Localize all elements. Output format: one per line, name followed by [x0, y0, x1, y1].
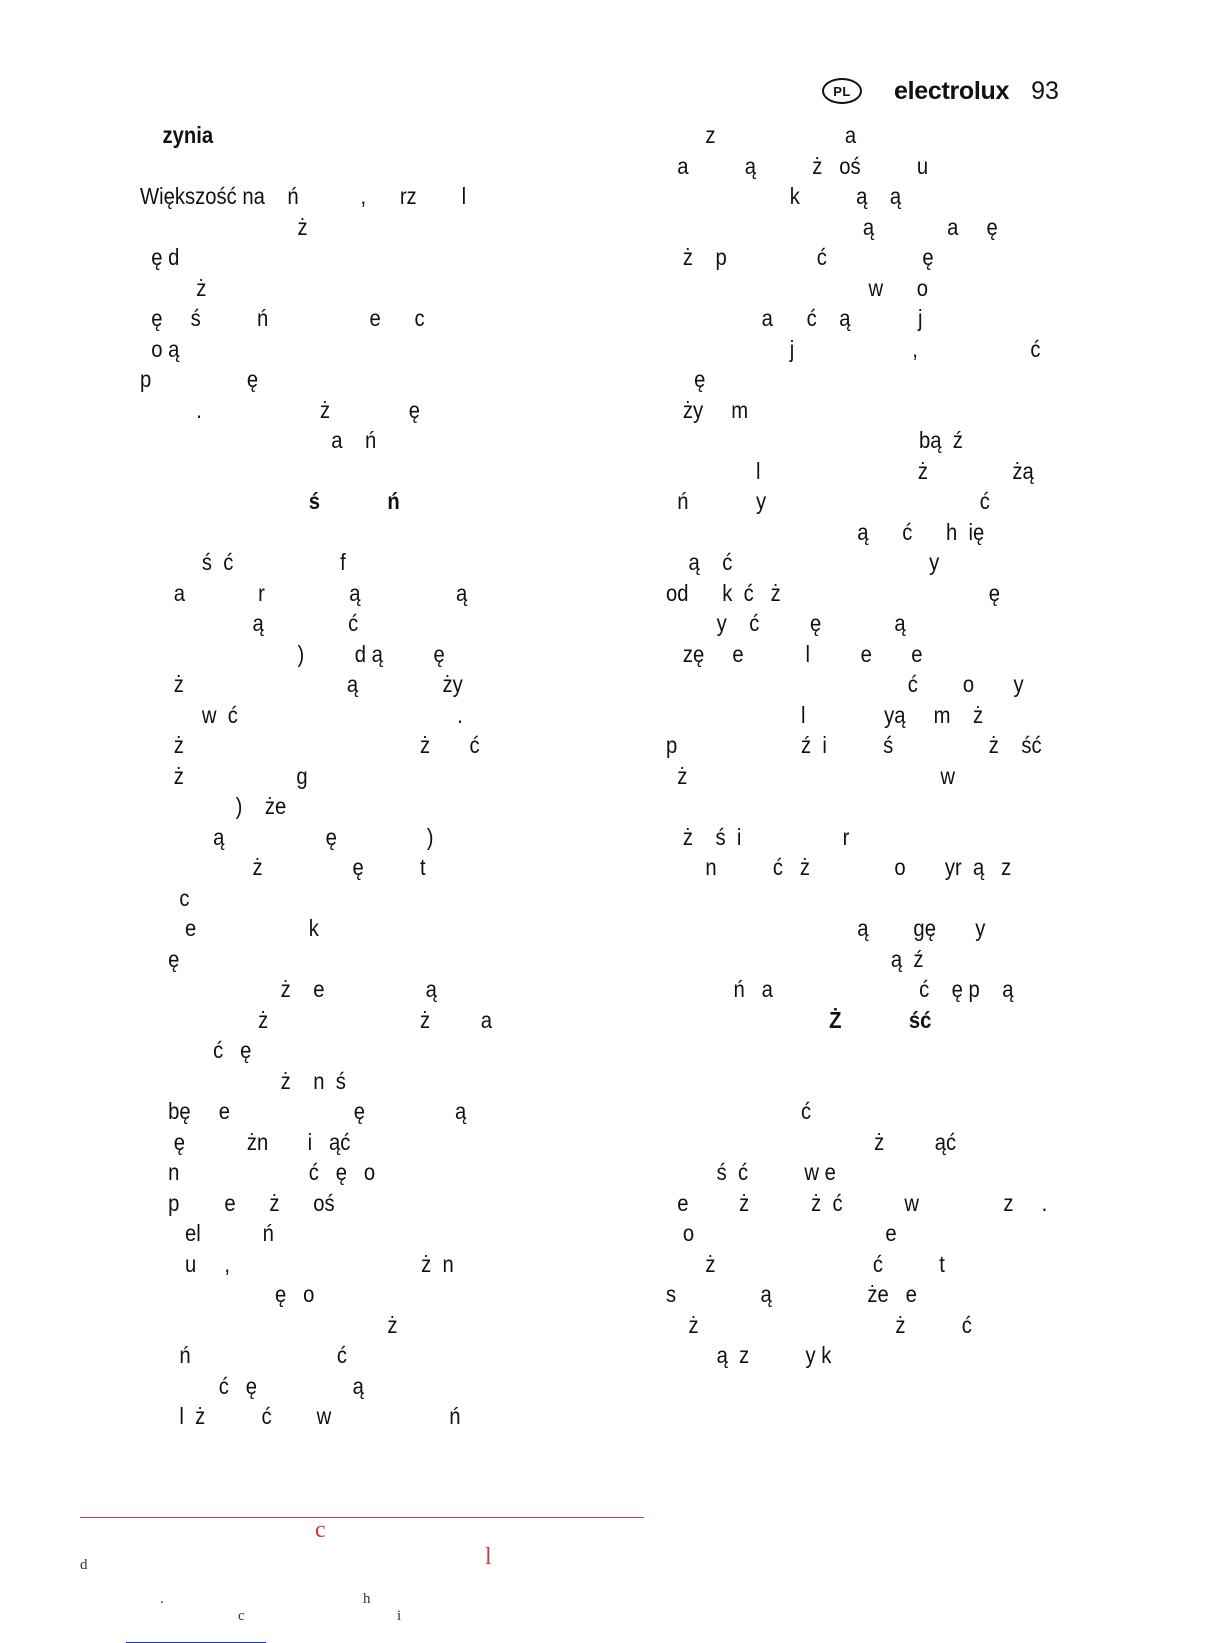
text-line: w ć . [140, 701, 463, 728]
text-line: ć ę ą [140, 1372, 364, 1399]
text-line: ć o y [666, 671, 1024, 697]
footer-source-link[interactable] [126, 1574, 266, 1643]
text-line: ż g [140, 762, 308, 789]
text-line: ę ś ń e c [140, 305, 425, 331]
text-line [140, 456, 554, 487]
text-line: l yą m ż [666, 701, 984, 728]
text-line: o e [666, 1220, 897, 1246]
text-line: ę [140, 945, 180, 972]
text-line: zę e l e e [666, 640, 923, 667]
text-line: j , ć [666, 335, 1041, 362]
footer-red-right-glyph: l [485, 1544, 492, 1570]
text-line: ż ż a [140, 1006, 493, 1033]
section-heading: Ż ść [666, 1006, 932, 1033]
text-line: ą z y k [666, 1342, 832, 1368]
text-line: ż ż ć [140, 732, 480, 758]
text-line: ) d ą ę [140, 640, 445, 667]
section-heading: zynia [140, 122, 214, 148]
text-line: p ę [140, 366, 259, 392]
text-line [666, 791, 1080, 822]
text-line: ę o [140, 1281, 315, 1307]
text-line: Większość na ń , rz l [140, 183, 467, 209]
right-text-column [666, 120, 1136, 1371]
text-line: ż ąć [666, 1128, 957, 1155]
text-line: ą ć y [666, 549, 940, 575]
text-line: e ż ż ć w z . [666, 1189, 1048, 1216]
language-badge: PL [822, 78, 862, 104]
text-line: ż e ą [140, 976, 437, 1002]
text-line: a ć ą j [666, 305, 923, 331]
text-line: u , ż n [140, 1250, 454, 1277]
text-line: ć ę [140, 1037, 252, 1063]
text-line [140, 517, 554, 548]
text-line: . ż ę [140, 396, 421, 423]
text-line [666, 1066, 1080, 1097]
text-line: ń ć [140, 1342, 347, 1368]
text-line: ż ż ć [666, 1311, 972, 1338]
footer-link-glyph-a: . [160, 1591, 164, 1607]
text-line: e k [140, 915, 319, 941]
text-line: ż [140, 274, 207, 301]
text-line: ą ć h ię [666, 518, 985, 545]
brand-logo-text: electrolux [894, 76, 1010, 105]
text-line: o ą [140, 335, 180, 362]
text-line: ) że [140, 793, 287, 819]
text-line: ą ź [666, 945, 924, 972]
text-line: w o [666, 274, 929, 301]
text-line: y ć ę ą [666, 610, 906, 636]
text-line: ż [140, 213, 308, 240]
text-line: bą ź [666, 427, 963, 453]
page-header [822, 74, 1059, 108]
text-line: ą ć [140, 610, 359, 636]
footer-red-left-glyph: c [315, 1517, 326, 1543]
text-line: n ć ę o [140, 1159, 376, 1185]
text-line: z a [666, 122, 857, 148]
text-line: ą ę ) [140, 823, 434, 850]
text-line: ż ę t [140, 854, 426, 880]
text-line: el ń [140, 1220, 274, 1246]
text-line: a r ą ą [140, 579, 468, 606]
text-line: ż [140, 1311, 398, 1338]
text-line: ę d [140, 244, 180, 270]
text-line: ś ć w e [666, 1159, 836, 1185]
left-text-column [140, 120, 610, 1432]
text-line: s ą że e [666, 1281, 917, 1307]
footer-link-glyph-b: c [238, 1608, 245, 1624]
footer-source-line [80, 1540, 680, 1624]
footer-divider [80, 1517, 644, 1518]
text-line: ż ś i r [666, 823, 850, 850]
text-line: ą a ę [666, 213, 998, 240]
footer-gray-mid-glyph-b: i [397, 1608, 402, 1624]
text-line: a ń [140, 427, 377, 453]
text-line [140, 151, 554, 182]
text-line: ż ą ży [140, 671, 463, 697]
text-line: bę e ę ą [140, 1098, 467, 1124]
page-number: 93 [1031, 76, 1059, 105]
text-line: ś ć f [140, 549, 346, 575]
text-line: a ą ż oś u [666, 152, 929, 179]
text-line: ą gę y [666, 915, 986, 941]
footer-gray-left-glyph: d [80, 1557, 88, 1573]
text-line: ż n ś [140, 1067, 346, 1094]
text-line: ży m [666, 396, 749, 423]
text-line: ń y ć [666, 488, 990, 514]
text-line [666, 1035, 1080, 1066]
text-line: p e ż oś [140, 1189, 335, 1216]
text-line: k ą ą [666, 183, 902, 209]
text-line: ę żn i ąć [140, 1128, 351, 1155]
text-line: od k ć ż ę [666, 579, 1001, 606]
text-line: n ć ż o yr ą z [666, 854, 1012, 880]
text-line: p ź i ś ż ść [666, 732, 1042, 758]
text-line [666, 883, 1080, 914]
text-line: ń a ć ę p ą [666, 976, 1014, 1002]
text-line: c [140, 884, 190, 911]
footer-watermark-red [80, 1490, 644, 1570]
text-line: l ż żą [666, 457, 1034, 484]
text-line: ę [666, 366, 706, 392]
footer-gray-mid-glyph-a: h [363, 1591, 371, 1607]
text-line: ż w [666, 762, 956, 789]
text-line: ż ć t [666, 1250, 945, 1277]
text-line: ż p ć ę [666, 244, 934, 270]
text-line: ć [666, 1098, 812, 1124]
section-heading: ś ń [140, 488, 400, 514]
text-line: l ż ć w ń [140, 1403, 461, 1429]
